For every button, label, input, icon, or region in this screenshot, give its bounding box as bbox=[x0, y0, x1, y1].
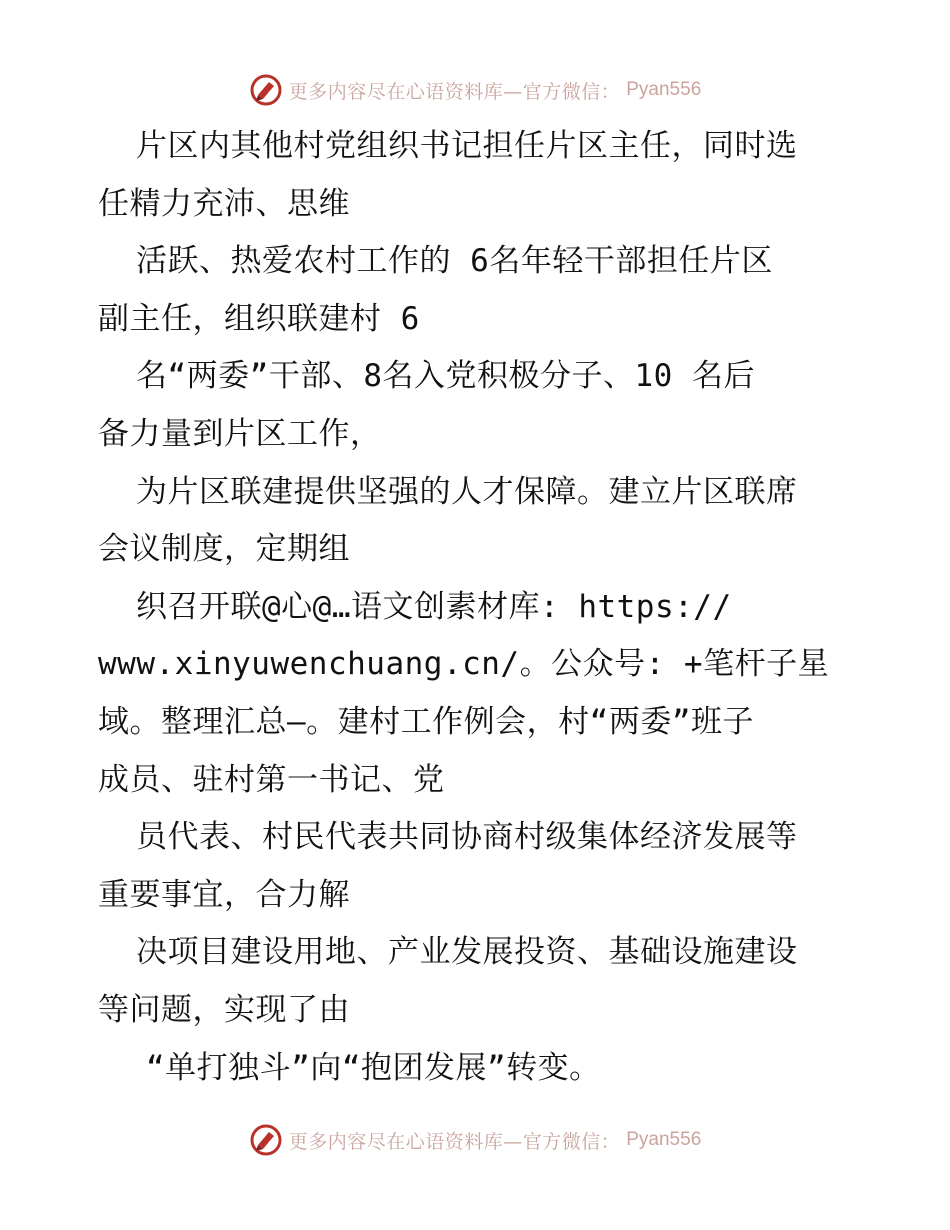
body-text bbox=[98, 118, 858, 1097]
text-line: 任精力充沛、思维 bbox=[98, 185, 350, 222]
text-line: 员代表、村民代表共同协商村级集体经济发展等 bbox=[136, 819, 798, 856]
text-line: 名“两委”干部、8名入党积极分子、10 名后 bbox=[136, 358, 755, 395]
text-line: 为片区联建提供坚强的人才保障。建立片区联席 bbox=[136, 473, 798, 510]
text-line: 重要事宜，合力解 bbox=[98, 876, 350, 913]
footer-banner-text: 更多内容尽在心语资料库—官方微信： bbox=[288, 1130, 621, 1153]
text-line: 副主任，组织联建村 6 bbox=[98, 300, 420, 337]
text-line: 活跃、热爱农村工作的 6名年轻干部担任片区 bbox=[136, 243, 773, 280]
header-banner bbox=[0, 70, 950, 110]
text-line: 会议制度，定期组 bbox=[98, 531, 350, 568]
text-line: 织召开联@心@…语文创素材库: https:// bbox=[136, 588, 732, 625]
text-line: www.xinyuwenchuang.cn/。公众号: +笔杆子星 bbox=[98, 646, 830, 683]
header-banner-text: 更多内容尽在心语资料库—官方微信： bbox=[288, 80, 621, 103]
text-line: 决项目建设用地、产业发展投资、基础设施建设 bbox=[136, 934, 798, 971]
footer-banner-wechat-id: Pyan556 bbox=[626, 1129, 702, 1150]
text-line: 成员、驻村第一书记、党 bbox=[98, 761, 445, 798]
text-line: 片区内其他村党组织书记担任片区主任，同时选 bbox=[136, 128, 798, 164]
footer-banner-inner bbox=[249, 1123, 702, 1157]
text-line: 域。整理汇总—。建村工作例会，村“两委”班子 bbox=[98, 703, 754, 740]
header-banner-wechat-id: Pyan556 bbox=[626, 79, 702, 100]
header-banner-inner bbox=[249, 73, 702, 107]
text-line: 备力量到片区工作， bbox=[98, 415, 382, 452]
footer-banner bbox=[0, 1120, 950, 1160]
pen-logo-icon bbox=[249, 1123, 283, 1157]
text-line: 等问题，实现了由 bbox=[98, 991, 350, 1028]
text-line: “单打独斗”向“抱团发展”转变。 bbox=[146, 1049, 601, 1086]
pen-logo-icon bbox=[249, 73, 283, 107]
